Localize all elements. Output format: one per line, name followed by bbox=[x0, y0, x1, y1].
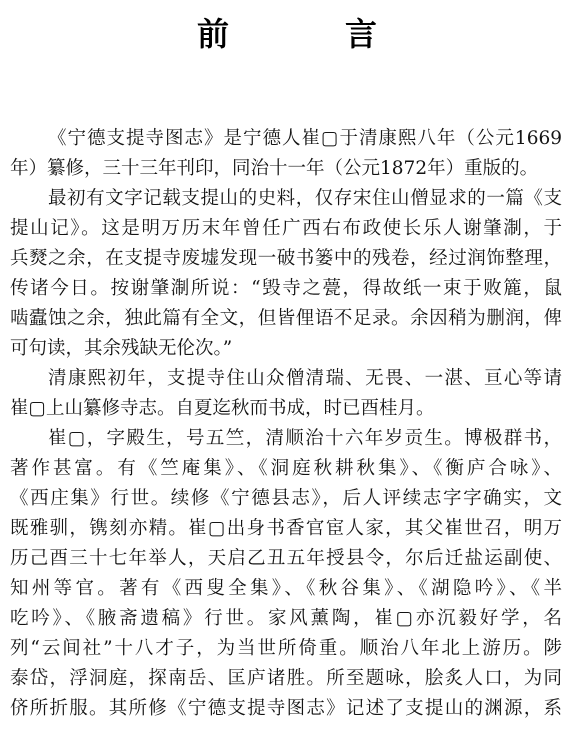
text-line: 吃吟》、《腋斋遗稿》行世。家风薰陶，崔▢亦沉毅好学，名 bbox=[10, 608, 562, 629]
text-line: 侪所折服。其所修《宁德支提寺图志》记述了支提山的渊源，系 bbox=[10, 698, 562, 719]
text-line: 既雅驯，镌刻亦精。崔▢出身书香官宦人家，其父崔世召，明万 bbox=[10, 518, 562, 539]
page-title: 前 言 bbox=[196, 15, 419, 53]
text-line: 兵燹之余，在支提寺废墟发现一破书篓中的残卷，经过润饰整理， bbox=[10, 248, 562, 269]
text-line: 啮蠹蚀之余，独此篇有全文，但皆俚语不足录。余因稍为删润，俾 bbox=[10, 308, 562, 329]
text-line: 《西庄集》行世。续修《宁德县志》，后人评续志字字确实，文 bbox=[10, 488, 562, 509]
text-line: 历己酉三十七年举人，天启乙丑五年授县令，尔后迁盐运副使、 bbox=[10, 548, 562, 569]
body-text bbox=[10, 124, 562, 724]
text-line: 崔▢上山纂修寺志。自夏迄秋而书成，时已酉桂月。 bbox=[10, 398, 435, 419]
text-line: 可句读，其余残缺无伦次。” bbox=[10, 338, 233, 359]
text-line: 提山记》。这是明万历末年曾任广西右布政使长乐人谢肇淛，于 bbox=[10, 218, 562, 239]
text-line: 最初有文字记载支提山的史料，仅存宋住山僧显求的一篇《支 bbox=[48, 188, 562, 209]
text-line: 《宁德支提寺图志》是宁德人崔▢于清康熙八年（公元1669 bbox=[48, 128, 562, 149]
text-line: 崔▢，字殿生，号五竺，清顺治十六年岁贡生。博极群书， bbox=[48, 428, 562, 449]
text-line: 传诸今日。按谢肇淛所说：“毁寺之甍，得故纸一束于败簏，鼠 bbox=[10, 278, 562, 299]
text-line: 列“云间社”十八才子，为当世所倚重。顺治八年北上游历。陟 bbox=[10, 638, 562, 659]
text-line: 清康熙初年，支提寺住山众僧清瑞、无畏、一湛、亘心等请 bbox=[48, 368, 562, 389]
text-line: 泰岱，浮洞庭，探南岳、匡庐诸胜。所至题咏，脍炙人口，为同 bbox=[10, 668, 562, 689]
text-line: 著作甚富。有《竺庵集》、《洞庭秋耕秋集》、《衡庐合咏》、 bbox=[10, 458, 562, 479]
text-line: 年）纂修，三十三年刊印，同治十一年（公元1872年）重版的。 bbox=[10, 158, 539, 179]
text-line: 知州等官。著有《西叟全集》、《秋谷集》、《湖隐吟》、《半 bbox=[10, 578, 562, 599]
